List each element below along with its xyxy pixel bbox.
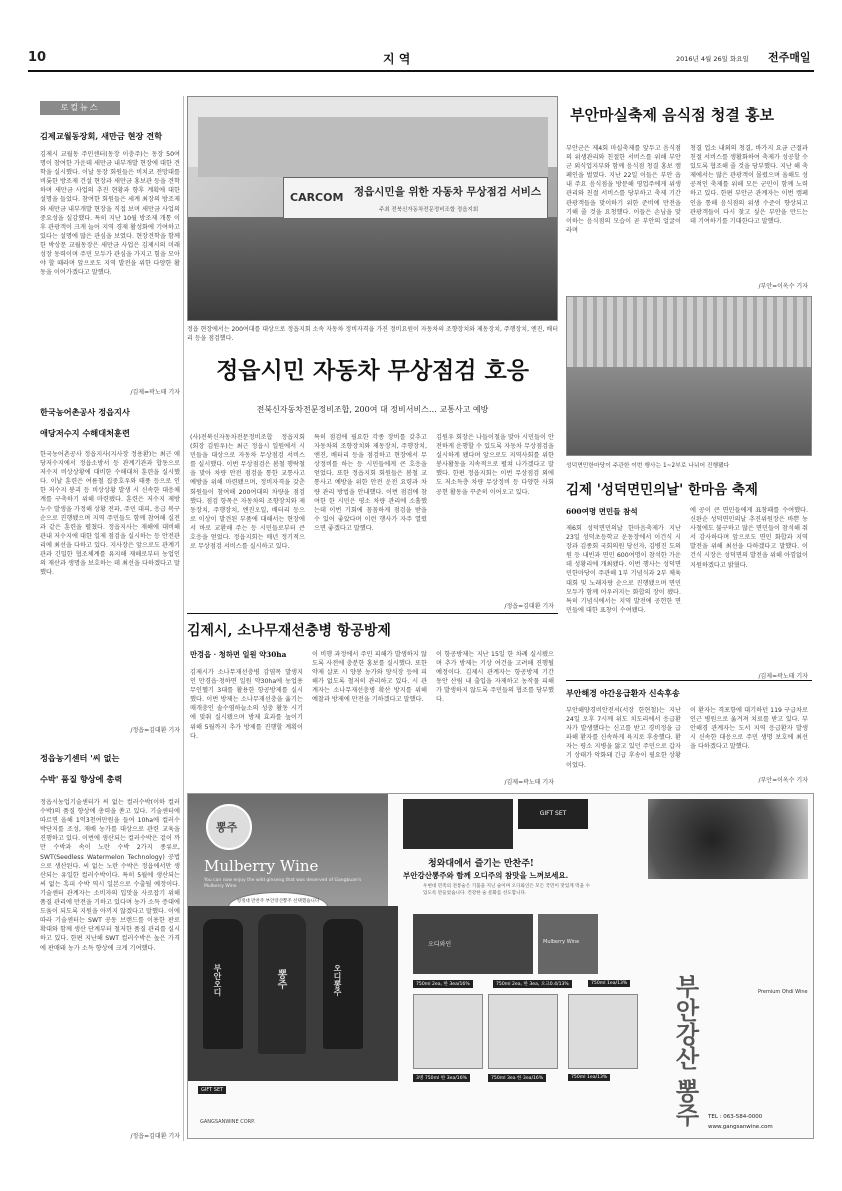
header-rule xyxy=(28,70,814,72)
paper-name: 전주매일 xyxy=(768,51,811,64)
main-story-photo xyxy=(187,96,558,321)
ad-bottle-label-1: 부안오디 xyxy=(213,964,223,996)
sona-story-col1: 김제시가 소나무재선충병 감염목 발생지인 만경읍·청하면 일원 약30ha에 농업용 무인헬기 3대를 활용한 항공방제를 실시했다. 이번 방제는 소나무재선충을 옮기는 매개충인 솔수염하늘소의 성충 활동 시기에 맞춰 실시됐으며 방제 효과를 높이기 위해 5월까지 추가 방제를 진행할 계획이다. xyxy=(190,669,303,740)
carcom-logo: CARCOM xyxy=(290,191,344,204)
sona-story-title: 김제시, 소나무재선충병 항공방제 xyxy=(187,623,391,639)
main-story-title: 정읍시민 자동차 무상점검 호응 xyxy=(216,357,529,384)
left-article3-title: 정읍농기센터 '씨 없는 xyxy=(40,753,120,763)
ad-price-5: 750ml 3ea 한 3ea/16% xyxy=(488,1074,546,1082)
buan-short-title: 부안해경 야간응급환자 신속후송 xyxy=(566,688,680,698)
gimje-story-col1: 제6회 성덕면민의날 한마음축제가 지난 23일 성덕초등학교 운동장에서 이건식 시장과 김종회 국회의원 당선자, 김병진 도의원 등 내빈과 면민 600여명이 참석한 가운데 성황리에 개최됐다. 이번 행사는 성덕면민한마당이 주관해 1부 기념식과 2부 체육대회 및 노래자랑 순으로 진행됐으며 면민 모두가 함께 어우러지는 화합의 장이 됐다. 특히 기념식에서는 지역 발전에 공헌한 면민들에 대한 표창이 수여됐다. xyxy=(566,525,681,614)
left-article1-body: 김제시 교월동 주민센터(동장 이충주)는 동장 50여명이 참여한 가운데 새만금 내부개발 현장에 대한 견학을 실시했다. 이날 동장 회원들은 비치코 전망대를 비롯한 방조제 건설 현장과 새만금 홍보관 등을 견학하며 새만금 사업의 추진 현황과 향후 계획에 대한 설명을 들었다. 참여한 회원들은 세계 최장의 방조제와 새만금 내부개발 현장을 직접 보며 새만금 사업의 중요성을 실감했다. 특히 지난 10월 방조제 개통 이후 관광객이 크게 늘어 지역 경제 활성화에 기여하고 있다는 설명에 많은 관심을 보였다. 현장견학을 함께한 박상문 교월동장은 새만금 사업은 김제시의 미래 성장 동력이며 주민 모두가 관심을 가지고 힘을 모아야 할 때라며 앞으로도 지역 발전을 위한 다양한 활동을 이어가겠다고 말했다. xyxy=(40,151,180,277)
gimje-story-title: 김제 '성덕면민의날' 한마음 축제 xyxy=(566,482,758,498)
buan-story-col1: 부안군은 제4회 마실축제를 앞두고 음식점의 위생관리와 친절한 서비스를 위해 부안군 외식업지부와 함께 음식점 청결 홍보 캠페인을 벌였다. 지난 22일 이들은 부안 읍내 주요 음식점을 방문해 영업주에게 위생 관리와 친절 서비스를 당부하고 축제 기간 관광객들을 맞이하기 위한 준비에 만전을 기해 줄 것을 요청했다. 이들은 손님을 맞이하는 음식점의 모습이 곧 부안의 얼굴이라며 xyxy=(566,145,681,234)
buan-short-byline: /부안=이옥수 기자 xyxy=(758,777,808,784)
left-article1-byline: /김제=곽노태 기자 xyxy=(130,389,180,396)
gimje-festival-photo xyxy=(566,296,812,456)
carcom-banner xyxy=(283,177,548,219)
sona-story-col3: 이 항공방제는 지난 15일 한 차례 실시됐으며 추가 방제는 기상 여건을 고려해 진행될 예정이다. 김제시 관계자는 항공방제 기간 동안 산림 내 출입을 자제하고 농작물 피해가 발생하지 않도록 주민들의 협조를 당부했다. xyxy=(436,651,554,704)
ad-mulberry-wine: Mulberry Wine xyxy=(204,857,319,875)
ad-gift-box-6 xyxy=(568,994,638,1069)
ad-company: GANGSANWINE CORP. xyxy=(200,1119,255,1125)
ad-gift-box-4 xyxy=(413,994,483,1069)
ad-headline: 청와대에서 즐기는 만찬주! xyxy=(428,859,534,869)
sona-story-lead: 만경읍 · 청하면 일원 약30ha xyxy=(190,650,287,659)
ad-box-label-1: 오디와인 xyxy=(428,941,452,948)
main-story-col2: 특히 점검에 필요한 각종 장비를 갖추고 자동차의 조향장치와 제동장치, 주행장치, 엔진, 배터리 등을 점검하고 현장에서 무상정비를 하는 등 시민들에게 큰 호응을 얻었다. 또한 정읍지회 회원들은 봄철 교통사고 예방을 위한 안전 운전 요령과 차량 관리 방법을 안내했다. 이번 점검에 참여한 한 시민은 평소 차량 관리에 소홀했는데 이번 기회에 꼼꼼하게 점검을 받을 수 있어 좋았다며 이런 행사가 자주 열렸으면 좋겠다고 말했다. xyxy=(314,434,427,532)
ad-price-6: 750ml 1ea/13% xyxy=(568,1074,610,1081)
ad-price-1: 750ml 2ea, 한 3ea/16% xyxy=(413,980,473,988)
left-article1-title: 김제교월동장회, 새만금 현장 견학 xyxy=(40,131,163,141)
gimje-story-byline: /김제=곽노태 기자 xyxy=(758,673,808,680)
ad-bottle-label-3: 오디뽕주 xyxy=(333,964,343,996)
ad-bottle-label-2: 뽕주 xyxy=(275,969,286,989)
buan-story-col2: 청결 업소 내외의 청결, 바가지 요금 근절과 친절 서비스를 생활화하여 축제가 성공할 수 있도록 협조해 줄 것을 당부했다. 지난 해 축제에서는 많은 관광객이 몰렸으며 올해도 성공적인 축제를 위해 모든 군민이 함께 노력하고 있다. 한편 부안군 관계자는 이번 캠페인을 통해 음식점의 위생 수준이 향상되고 관광객들이 다시 찾고 싶은 부안을 만드는 데 기여하기를 기대한다고 말했다. xyxy=(690,145,808,225)
ad-gift-box-5 xyxy=(488,994,558,1069)
ad-grape-photo xyxy=(403,799,513,849)
ad-price-3: 750ml 1ea/13% xyxy=(588,980,630,987)
section-title: 지 역 xyxy=(383,52,411,66)
left-article2-title: 한국농어촌공사 정읍지사 xyxy=(40,407,130,417)
column-label xyxy=(40,101,120,115)
buan-story-byline: /부안=이옥수 기자 xyxy=(758,283,808,290)
page-header xyxy=(28,48,814,70)
ad-web: www.gangsanwine.com xyxy=(708,1124,773,1130)
page-number: 10 xyxy=(28,50,47,65)
ad-tagline-en: You can now enjoy the wild ginseng that was deserved of Gangbuan's Mulberry Wine xyxy=(204,878,362,889)
left-article2-subtitle: 애당저수지 수해대처훈련 xyxy=(40,428,130,438)
ad-headline2: 부안강산뽕주와 함께 오디주의 참맛을 느껴보세요. xyxy=(403,871,569,880)
advertisement xyxy=(187,793,814,1139)
ad-price-4: 3병 750ml 한 3ea/16% xyxy=(413,1074,470,1082)
gimje-photo-caption: 성덕면민한마당이 주관한 이번 행사는 1~2부로 나뉘어 진행됐다 xyxy=(566,463,730,469)
ad-gift-badge xyxy=(518,799,588,829)
left-column-divider xyxy=(183,96,184,1141)
photo-crowd xyxy=(188,217,557,321)
gimje-story-subhead: 600여명 면민들 참석 xyxy=(566,507,638,516)
photo-building xyxy=(198,117,548,177)
festival-field xyxy=(567,367,811,456)
buan-short-top-rule xyxy=(566,680,812,681)
ad-berry-photo xyxy=(648,799,808,879)
ad-gift-set-tag-1: GIFT SET xyxy=(198,1086,226,1094)
banner-title: 정읍시민을 위한 자동차 무상점검 서비스 xyxy=(354,186,542,198)
buan-short-col2: 이 환자는 격포항에 대기하던 119 구급차로 인근 병원으로 옮겨져 치료를 받고 있다. 부안해경 관계자는 도서 지역 응급환자 발생 시 신속한 대응으로 주민 생명 보호에 최선을 다하겠다고 말했다. xyxy=(690,707,808,751)
ad-circle-text: 청정대 만찬주 부안강산뽕주 선택했습니다 xyxy=(236,899,320,904)
ad-badge-text: GIFT SET xyxy=(539,810,567,817)
festival-sky xyxy=(567,297,811,367)
sona-story-byline: /김제=곽노태 기자 xyxy=(504,779,554,786)
ad-brand: 뽕주 xyxy=(216,821,238,834)
ad-big-brand: 부안강산 뽕주 xyxy=(671,974,700,1127)
left-article2-body: 한국농어촌공사 정읍지사(지사장 정용환)는 최근 애당저수지에서 정읍소방서 등 관계기관과 합동으로 저수지 비상상황에 대비한 수해대처 훈련을 실시했다. 이날 훈련은 여름철 집중호우와 태풍 등으로 인한 저수지 붕괴 등 비상상황 발생 시 신속한 대응체계를 구축하기 위해 마련됐다. 훈련은 저수지 제방 누수 발생을 가정해 상황 전파, 주민 대피, 응급 복구 순으로 진행됐으며 지역 주민들도 함께 참여해 실전과 같은 훈련을 펼쳤다. 정읍지사는 재해에 대비해 관내 저수지에 대한 일제 점검을 실시하는 등 안전관리에 최선을 다하고 있다. 지사장은 앞으로도 관계기관과 긴밀한 협조체계를 유지해 재해로부터 농업인의 재산과 생명을 보호하는 데 최선을 다하겠다고 말했다. xyxy=(40,451,180,577)
ad-body: 우현대 민족의 전통술은 기품을 지닌 술이며 오디와인은 모든 국민이 맛있게 먹을 수 있도록 만들었습니다. 건강한 술 문화를 선도합니다. xyxy=(423,884,590,896)
main-story-col1: (사)전북신자동차전문정비조합 정읍지회(회장 김원우)는 최근 정읍시 일원에서 시민들을 대상으로 자동차 무상점검 서비스를 실시했다. 이번 무상점검은 봄철 행락철을 맞아 차량 안전 점검을 통한 교통사고 예방을 위해 마련됐으며, 정비자격을 갖춘 회원들이 참여해 200여대의 차량을 점검했다. 점검 항목은 자동차의 조향장치와 제동장치, 주행장치, 엔진오일, 배터리 등으로 이상이 발견된 부품에 대해서는 현장에서 바로 교환해 주는 등 시민들로부터 큰 호응을 얻었다. 정읍지회는 매년 정기적으로 무상점검 서비스를 실시하고 있다. xyxy=(190,434,305,551)
left-article3-body: 정읍시농업기술센터가 씨 없는 컬러수박(이하 컬러수박)의 품질 향상에 총력을 쏟고 있다. 기술센터에 따르면 올해 1억3천여만원을 들여 10ha에 컬러수박단지를 조성, 재배 농가를 대상으로 관련 교육을 진행하고 있다. 이번에 생산되는 컬러수박은 겉이 까만 수박과 속이 노란 수박 2가지 종류로, SWT(Seedless Watermelon Technology) 공법으로 생산된다. 씨 없는 노란 수박은 정읍에서만 생산되는 유일한 컬러수박이다. 특히 5월에 생산되는 씨 없는 흑피 수박 역시 일본으로 수출될 예정이다. 기술센터 관계자는 소비자의 입맛을 사로잡기 위해 품질 관리에 만전을 기하고 있다며 농가 소득 증대에 도움이 되도록 지원을 아끼지 않겠다고 말했다. 이에 따라 기술센터는 SWT 공동 브랜드를 이용한 판로 확대와 함께 생산 단계부터 철저한 품질 관리를 실시하고 있다. 한편 지난해 SWT 컬러수박은 높은 가격에 판매돼 농가 소득 향상에 크게 기여했다. xyxy=(40,799,180,952)
main-photo-caption: 정읍 현장에서는 200여대를 대상으로 정읍지회 소속 자동차 정비자격을 가진 정비요원이 자동차의 조향장치와 제동장치, 주행장치, 엔진, 배터리 등을 점검했다. xyxy=(187,326,558,342)
left-article3-byline: /정읍=김대환 기자 xyxy=(130,1133,180,1140)
column-label-text: 로컬뉴스 xyxy=(60,103,100,112)
sona-top-rule xyxy=(187,613,558,614)
buan-short-col1: 부안해양경비안전서(서장 한현철)는 지난 24일 오후 7시께 위도 치도리에서 응급환자가 발생했다는 신고를 받고 경비정을 급파해 환자를 신속하게 육지로 후송했다. 환자는 평소 지병을 앓고 있던 주민으로 갑자기 상태가 악화돼 긴급 후송이 필요한 상황이었다. xyxy=(566,707,681,769)
ad-premium: Premium Ohdi Wine xyxy=(758,989,808,995)
banner-subtitle: 주최 전북신자동차전문정비조합 정읍지회 xyxy=(379,207,479,213)
issue-date: 2016년 4월 26일 화요일 xyxy=(676,55,749,63)
main-story-byline: /정읍=김대환 기자 xyxy=(504,603,554,610)
left-article3-subtitle: 수박' 품질 향상에 총력 xyxy=(40,774,123,784)
ad-price-2: 750ml 2ea, 한 3ea, 오크0.4/13% xyxy=(493,980,572,988)
main-story-subtitle: 전북신자동차전문정비조합, 200여 대 정비서비스… 교통사고 예방 xyxy=(256,405,489,414)
buan-story-title: 부안마실축제 음식점 청결 홍보 xyxy=(570,106,775,124)
sona-story-col2: 이 비행 과정에서 주민 피해가 발생하지 않도록 사전에 충분한 홍보를 실시했다. 또한 약제 살포 시 양봉 농가와 양식장 등에 피해가 없도록 철저히 관리하고 있다. 시 관계자는 소나무재선충병 확산 방지를 위해 예찰과 방제에 만전을 기하겠다고 말했다. xyxy=(312,651,427,704)
gimje-story-col2: 에 공이 큰 면민들에게 표창패를 수여했다. 신완순 성덕면민의날 추진위원장은 바쁜 농사철에도 불구하고 많은 면민들이 참석해 줘서 감사하다며 앞으로도 면민 화합과 지역 발전을 위해 최선을 다하겠다고 말했다. 이건식 시장은 성덕면의 발전을 위해 아낌없이 지원하겠다고 밝혔다. xyxy=(690,507,808,569)
ad-box-label-2: Mulberry Wine xyxy=(543,939,580,945)
left-article2-byline: /정읍=김대환 기자 xyxy=(130,727,180,734)
ad-tel: TEL : 063-584-0000 xyxy=(708,1114,763,1120)
main-story-col3: 김원우 회장은 나들이철을 맞아 시민들이 안전하게 운행할 수 있도록 자동차 무상점검을 실시하게 됐다며 앞으로도 지역사회를 위한 봉사활동을 지속적으로 펼쳐 나가겠다고 말했다. 한편 정읍지회는 이번 무상점검 외에도 저소득층 차량 무상정비 등 다양한 사회공헌 활동을 꾸준히 이어오고 있다. xyxy=(436,434,554,496)
